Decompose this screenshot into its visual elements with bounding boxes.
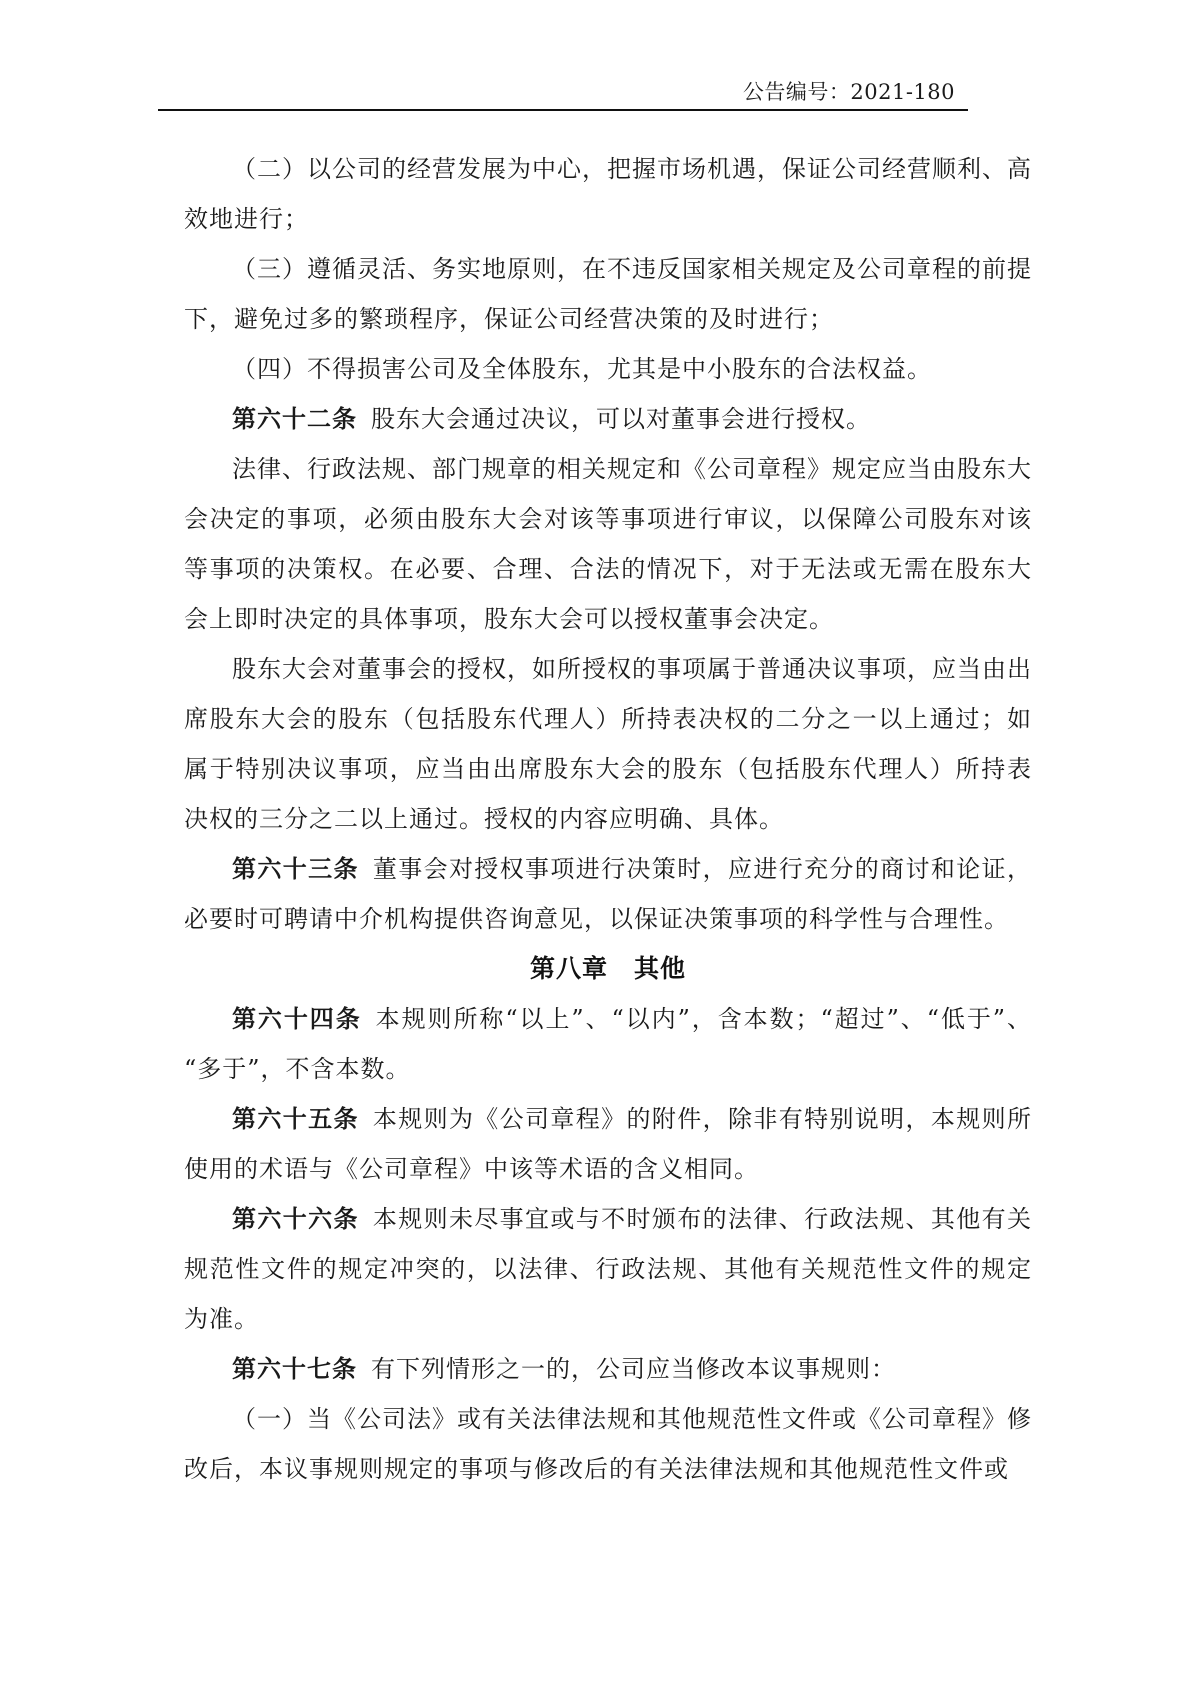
- article-65-paragraph: [184, 1094, 1032, 1194]
- chapter-8-heading: 第八章 其他: [529, 954, 686, 983]
- article-62-number: 第六十二条: [232, 405, 357, 433]
- article-67-number: 第六十七条: [232, 1355, 357, 1383]
- article-62-detail-paragraph-1: [184, 444, 1032, 644]
- article-65-number: 第六十五条: [232, 1105, 359, 1133]
- paragraph-text: （二）以公司的经营发展为中心，把握市场机遇，保证公司经营顺利、高效地进行；: [184, 155, 1032, 233]
- announcement-number: 公告编号：2021-180: [742, 80, 955, 104]
- document-body: [184, 144, 1032, 1494]
- article-64-number: 第六十四条: [232, 1005, 362, 1033]
- paragraph-text: （三）遵循灵活、务实地原则，在不违反国家相关规定及公司章程的前提下，避免过多的繁琐程序，保证公司经营决策的及时进行；: [184, 255, 1032, 333]
- paragraph-text: 法律、行政法规、部门规章的相关规定和《公司章程》规定应当由股东大会决定的事项，必须由股东大会对该等事项进行审议，以保障公司股东对该等事项的决策权。在必要、合理、合法的情况下，对于无法或无需在股东大会上即时决定的具体事项，股东大会可以授权董事会决定。: [184, 455, 1032, 633]
- clause-3-paragraph: [184, 244, 1032, 344]
- paragraph-text: （一）当《公司法》或有关法律法规和其他规范性文件或《公司章程》修改后，本议事规则规定的事项与修改后的有关法律法规和其他规范性文件或: [184, 1405, 1032, 1483]
- article-66-paragraph: [184, 1194, 1032, 1344]
- paragraph-text: 有下列情形之一的，公司应当修改本议事规则：: [371, 1355, 896, 1383]
- article-62-paragraph: [184, 394, 1032, 444]
- paragraph-text: 本规则为《公司章程》的附件，除非有特别说明，本规则所使用的术语与《公司章程》中该等术语的含义相同。: [184, 1105, 1033, 1183]
- article-64-paragraph: [184, 994, 1032, 1094]
- header-divider: [158, 109, 968, 111]
- paragraph-text: 本规则未尽事宜或与不时颁布的法律、行政法规、其他有关规范性文件的规定冲突的，以法律、行政法规、其他有关规范性文件的规定为准。: [184, 1205, 1033, 1333]
- article-66-number: 第六十六条: [232, 1205, 359, 1233]
- clause-2-paragraph: [184, 144, 1032, 244]
- paragraph-text: 股东大会通过决议，可以对董事会进行授权。: [371, 405, 871, 433]
- paragraph-text: 本规则所称“以上”、“以内”，含本数；“超过”、“低于”、“多于”，不含本数。: [184, 1005, 1033, 1083]
- paragraph-text: 股东大会对董事会的授权，如所授权的事项属于普通决议事项，应当由出席股东大会的股东（包括股东代理人）所持表决权的二分之一以上通过；如属于特别决议事项，应当由出席股东大会的股东（包括股东代理人）所持表决权的三分之二以上通过。授权的内容应明确、具体。: [184, 655, 1032, 833]
- clause-4-paragraph: [184, 344, 1032, 394]
- article-63-paragraph: [184, 844, 1032, 944]
- article-63-number: 第六十三条: [232, 855, 359, 883]
- clause-1-paragraph: [184, 1394, 1032, 1494]
- paragraph-text: 董事会对授权事项进行决策时，应进行充分的商讨和论证，必要时可聘请中介机构提供咨询意见，以保证决策事项的科学性与合理性。: [184, 855, 1033, 933]
- paragraph-text: （四）不得损害公司及全体股东，尤其是中小股东的合法权益。: [232, 355, 932, 383]
- article-67-paragraph: [184, 1344, 1032, 1394]
- article-62-detail-paragraph-2: [184, 644, 1032, 844]
